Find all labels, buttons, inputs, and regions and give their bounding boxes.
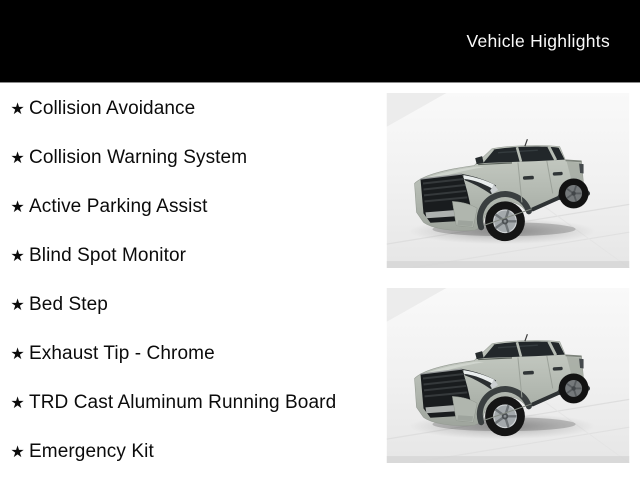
highlight-item bbox=[6, 182, 382, 231]
pickup-truck-image bbox=[386, 288, 630, 463]
highlight-item bbox=[6, 231, 382, 280]
highlight-label: Exhaust Tip - Chrome bbox=[29, 342, 215, 364]
header-bar bbox=[0, 0, 640, 83]
highlight-item bbox=[6, 133, 382, 182]
star-bullet-icon: ★ bbox=[10, 295, 25, 314]
highlight-label: Emergency Kit bbox=[29, 440, 154, 462]
highlight-label: Collision Avoidance bbox=[29, 97, 196, 119]
highlight-label: TRD Cast Aluminum Running Board bbox=[29, 391, 337, 413]
highlight-label: Bed Step bbox=[29, 293, 108, 315]
highlight-label: Collision Warning System bbox=[29, 146, 248, 168]
star-bullet-icon: ★ bbox=[10, 246, 25, 265]
star-bullet-icon: ★ bbox=[10, 99, 25, 118]
vehicle-photo-bottom bbox=[386, 288, 630, 463]
star-bullet-icon: ★ bbox=[10, 197, 25, 216]
highlight-label: Active Parking Assist bbox=[29, 195, 208, 217]
star-bullet-icon: ★ bbox=[10, 393, 25, 412]
highlight-item bbox=[6, 280, 382, 329]
vehicle-highlights-list bbox=[6, 84, 382, 476]
pickup-truck-image bbox=[386, 93, 630, 268]
highlight-item bbox=[6, 329, 382, 378]
star-bullet-icon: ★ bbox=[10, 148, 25, 167]
highlight-label: Blind Spot Monitor bbox=[29, 244, 187, 266]
highlight-item bbox=[6, 427, 382, 476]
highlight-item bbox=[6, 378, 382, 427]
vehicle-photo-top bbox=[386, 93, 630, 268]
page-title: Vehicle Highlights bbox=[466, 30, 610, 51]
highlight-item bbox=[6, 84, 382, 133]
star-bullet-icon: ★ bbox=[10, 344, 25, 363]
star-bullet-icon: ★ bbox=[10, 442, 25, 461]
